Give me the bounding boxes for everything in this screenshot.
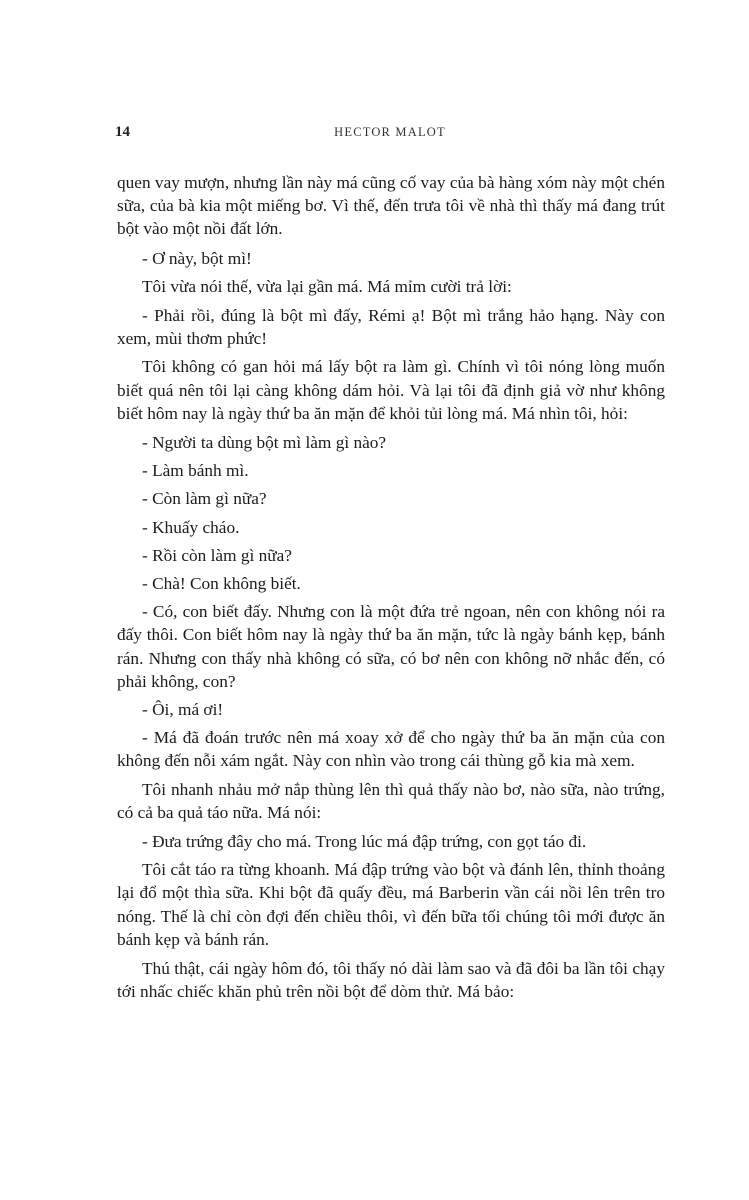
paragraph: Tôi không có gan hỏi má lấy bột ra làm gì. Chính vì tôi nóng lòng muốn biết quá nên tôi lại càng không dám hỏi. Và lại tôi đã định giả vờ như không biết hôm nay là ngày thứ ba ăn mặn để khỏi tủi lòng má. Má nhìn tôi, hỏi: xyxy=(117,357,665,423)
dialogue-line: - Chà! Con không biết. xyxy=(142,574,301,594)
paragraph: quen vay mượn, nhưng lần này má cũng cố vay của bà hàng xóm này một chén sữa, của bà kia một miếng bơ. Vì thế, đến trưa tôi về nhà thì thấy má đang trút bột vào một nồi đất lớn. xyxy=(117,173,665,239)
dialogue-line: - Người ta dùng bột mì làm gì nào? xyxy=(142,433,387,453)
running-head: HECTOR MALOT xyxy=(334,125,446,139)
paragraph: Thú thật, cái ngày hôm đó, tôi thấy nó dài làm sao và đã đôi ba lần tôi chạy tới nhấc chiếc khăn phủ trên nồi bột để dòm thử. Má bảo: xyxy=(117,959,665,1002)
paragraph: Tôi cắt táo ra từng khoanh. Má đập trứng vào bột và đánh lên, thỉnh thoảng lại đổ một thìa sữa. Khi bột đã quấy đều, má Barberin vần cái nồi lên trên tro nóng. Thế là chỉ còn đợi đến chiều thôi, vì đến bữa tối chúng tôi mới được ăn bánh kẹp và bánh rán. xyxy=(117,860,665,949)
dialogue-line: - Má đã đoán trước nên má xoay xở để cho ngày thứ ba ăn mặn của con không đến nỗi xám ngắt. Này con nhìn vào trong cái thùng gỗ kia mà xem. xyxy=(117,728,665,771)
page-header xyxy=(115,124,665,146)
dialogue-line: - Ơ này, bột mì! xyxy=(142,248,252,268)
dialogue-line: - Rồi còn làm gì nữa? xyxy=(142,545,292,565)
dialogue-line: - Có, con biết đấy. Nhưng con là một đứa trẻ ngoan, nên con không nói ra đấy thôi. Con biết hôm nay là ngày thứ ba ăn mặn, tức là ngày bánh kẹp, bánh rán. Nhưng con thấy nhà không có sữa, có bơ nên con không nỡ nhắc đến, có phải không, con? xyxy=(117,602,665,691)
dialogue-line: - Khuấy cháo. xyxy=(142,517,240,537)
dialogue-line: - Phải rồi, đúng là bột mì đấy, Rémi ạ! Bột mì trắng hảo hạng. Này con xem, mùi thơm phức! xyxy=(117,306,665,349)
dialogue-line: - Làm bánh mì. xyxy=(142,461,249,481)
dialogue-line: - Còn làm gì nữa? xyxy=(142,489,267,509)
paragraph: Tôi vừa nói thế, vừa lại gần má. Má mỉm cười trả lời: xyxy=(142,276,512,296)
page-number: 14 xyxy=(115,124,130,140)
dialogue-line: - Ôi, má ơi! xyxy=(142,700,224,720)
body-text xyxy=(117,171,665,1010)
paragraph: Tôi nhanh nhảu mở nắp thùng lên thì quả thấy nào bơ, nào sữa, nào trứng, có cả ba quả táo nữa. Má nói: xyxy=(117,779,665,822)
dialogue-line: - Đưa trứng đây cho má. Trong lúc má đập trứng, con gọt táo đi. xyxy=(142,832,587,852)
